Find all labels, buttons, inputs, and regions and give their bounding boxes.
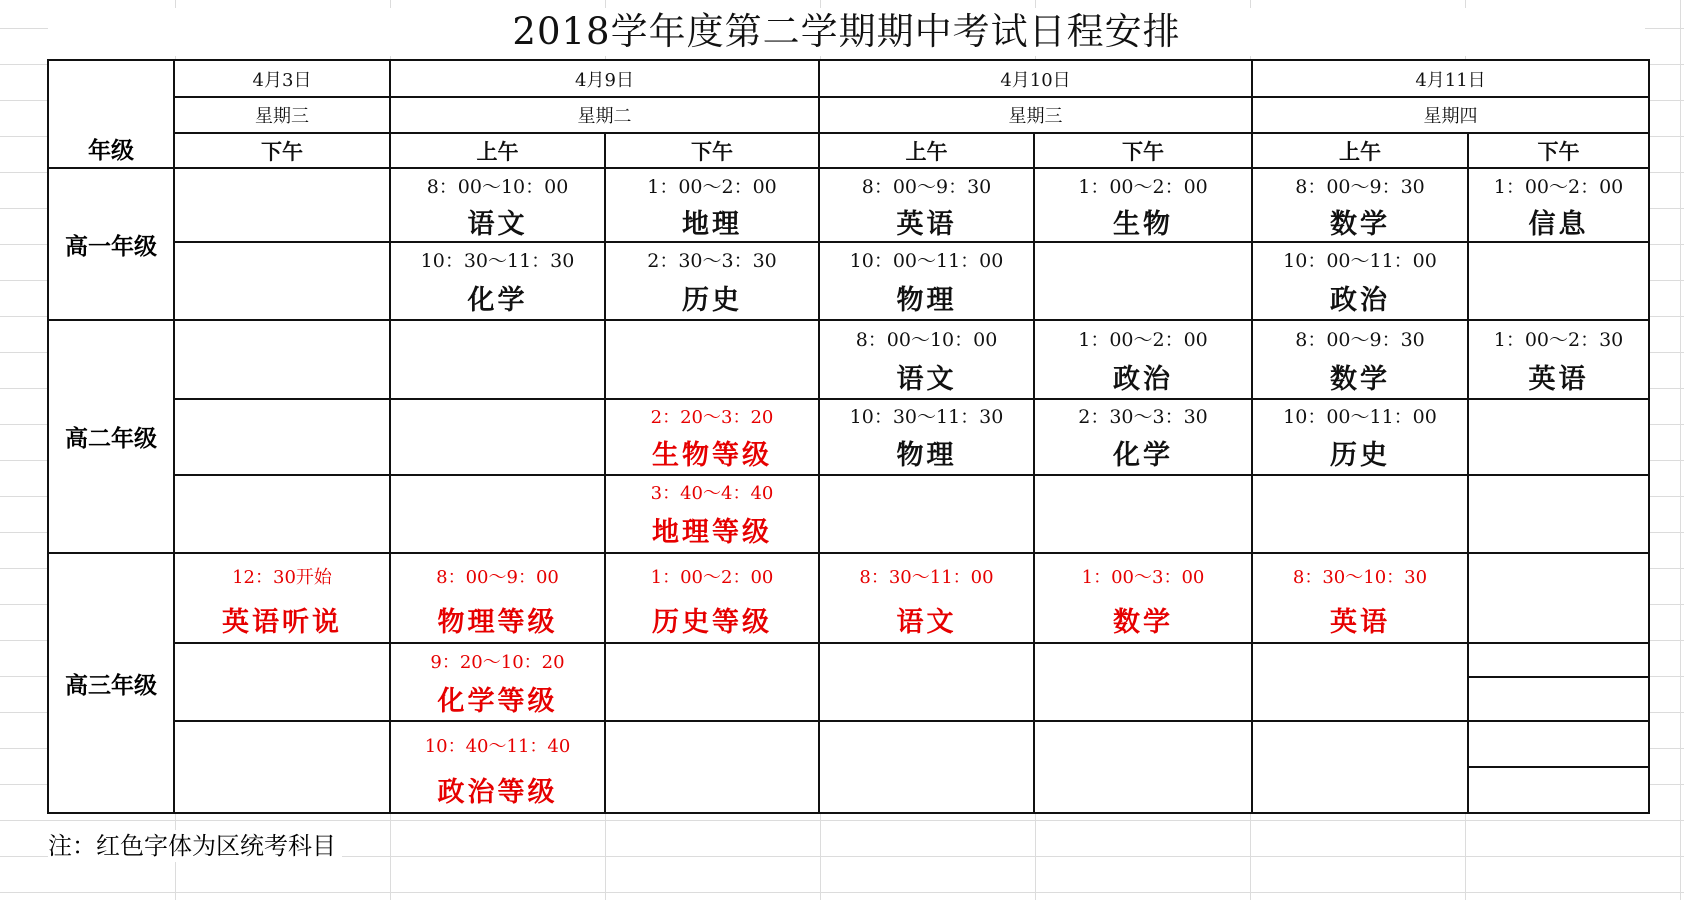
schedule-time: 1：00～2：30 bbox=[1468, 320, 1649, 355]
grade2-time-row bbox=[48, 399, 1649, 431]
date-header: 4月10日 bbox=[819, 60, 1252, 97]
schedule-time bbox=[1468, 643, 1649, 677]
schedule-time: 1：00～2：00 bbox=[1468, 168, 1649, 202]
schedule-subject: 政治等级 bbox=[390, 767, 605, 813]
schedule-subject: 物理等级 bbox=[390, 597, 605, 643]
date-header: 4月11日 bbox=[1252, 60, 1649, 97]
period-header: 下午 bbox=[174, 133, 390, 168]
grade2-subject-row bbox=[48, 507, 1649, 553]
schedule-time: 1：00～2：00 bbox=[605, 553, 819, 597]
grade1-time-row bbox=[48, 168, 1649, 202]
date-header: 4月3日 bbox=[174, 60, 390, 97]
schedule-subject: 英语听说 bbox=[174, 597, 390, 643]
schedule-subject bbox=[174, 767, 390, 813]
grade3-subject-row bbox=[48, 767, 1649, 813]
schedule-time bbox=[819, 475, 1034, 507]
grade-label: 高二年级 bbox=[48, 320, 174, 553]
schedule-time bbox=[1034, 242, 1252, 276]
schedule-subject: 生物 bbox=[1034, 202, 1252, 242]
schedule-time bbox=[605, 721, 819, 767]
schedule-subject bbox=[1252, 767, 1468, 813]
schedule-time: 10：30～11：30 bbox=[390, 242, 605, 276]
schedule-time bbox=[174, 643, 390, 677]
schedule-subject bbox=[174, 355, 390, 399]
period-header: 下午 bbox=[1468, 133, 1649, 168]
schedule-subject: 政治 bbox=[1034, 355, 1252, 399]
period-header: 上午 bbox=[1252, 133, 1468, 168]
weekday-header: 星期三 bbox=[819, 97, 1252, 133]
schedule-subject bbox=[1034, 767, 1252, 813]
schedule-time: 10：00～11：00 bbox=[819, 242, 1034, 276]
schedule-subject bbox=[605, 355, 819, 399]
header-date-row bbox=[48, 60, 1649, 97]
schedule-time bbox=[390, 475, 605, 507]
schedule-subject bbox=[1468, 677, 1649, 721]
schedule-time bbox=[819, 643, 1034, 677]
date-header: 4月9日 bbox=[390, 60, 819, 97]
schedule-time bbox=[1468, 242, 1649, 276]
schedule-time: 8：00～10：00 bbox=[819, 320, 1034, 355]
schedule-subject: 历史 bbox=[1252, 431, 1468, 475]
schedule-subject bbox=[605, 767, 819, 813]
schedule-subject bbox=[390, 431, 605, 475]
schedule-subject: 语文 bbox=[819, 355, 1034, 399]
grade3-time-row bbox=[48, 553, 1649, 597]
weekday-header: 星期二 bbox=[390, 97, 819, 133]
schedule-subject: 政治 bbox=[1252, 276, 1468, 320]
schedule-subject: 历史等级 bbox=[605, 597, 819, 643]
schedule-time: 1：00～2：00 bbox=[1034, 320, 1252, 355]
schedule-time: 10：00～11：00 bbox=[1252, 399, 1468, 431]
schedule-time bbox=[1468, 553, 1649, 597]
schedule-subject: 化学 bbox=[1034, 431, 1252, 475]
schedule-subject: 物理 bbox=[819, 431, 1034, 475]
schedule-subject: 化学等级 bbox=[390, 677, 605, 721]
schedule-time: 12：30开始 bbox=[174, 553, 390, 597]
grade-column-header: 年级 bbox=[48, 60, 174, 168]
schedule-time: 8：30～10：30 bbox=[1252, 553, 1468, 597]
schedule-subject: 信息 bbox=[1468, 202, 1649, 242]
schedule-subject bbox=[1468, 597, 1649, 643]
grade2-time-row bbox=[48, 320, 1649, 355]
schedule-subject bbox=[605, 677, 819, 721]
schedule-time bbox=[390, 320, 605, 355]
schedule-subject bbox=[174, 431, 390, 475]
schedule-subject bbox=[390, 355, 605, 399]
schedule-subject bbox=[1468, 431, 1649, 475]
weekday-header: 星期四 bbox=[1252, 97, 1649, 133]
schedule-time bbox=[605, 643, 819, 677]
schedule-time: 3：40～4：40 bbox=[605, 475, 819, 507]
period-header: 下午 bbox=[605, 133, 819, 168]
grade2-time-row bbox=[48, 475, 1649, 507]
schedule-time bbox=[1468, 721, 1649, 767]
schedule-subject bbox=[174, 677, 390, 721]
schedule-time bbox=[1252, 643, 1468, 677]
schedule-subject: 物理 bbox=[819, 276, 1034, 320]
schedule-subject: 历史 bbox=[605, 276, 819, 320]
schedule-subject bbox=[174, 507, 390, 553]
grade1-subject-row bbox=[48, 202, 1649, 242]
schedule-subject: 英语 bbox=[819, 202, 1034, 242]
schedule-subject bbox=[1034, 507, 1252, 553]
schedule-time bbox=[174, 168, 390, 202]
schedule-subject: 化学 bbox=[390, 276, 605, 320]
schedule-time: 10：00～11：00 bbox=[1252, 242, 1468, 276]
schedule-time bbox=[605, 320, 819, 355]
schedule-subject bbox=[819, 767, 1034, 813]
schedule-time bbox=[1468, 475, 1649, 507]
schedule-subject: 生物等级 bbox=[605, 431, 819, 475]
schedule-time bbox=[1468, 399, 1649, 431]
period-header: 上午 bbox=[390, 133, 605, 168]
page-title: 2018学年度第二学期期中考试日程安排 bbox=[48, 8, 1645, 56]
schedule-subject: 英语 bbox=[1468, 355, 1649, 399]
schedule-time bbox=[174, 320, 390, 355]
schedule-subject bbox=[174, 202, 390, 242]
schedule-time: 8：00～9：30 bbox=[1252, 320, 1468, 355]
schedule-time: 2：20～3：20 bbox=[605, 399, 819, 431]
schedule-time bbox=[174, 475, 390, 507]
schedule-subject: 地理 bbox=[605, 202, 819, 242]
schedule-time bbox=[390, 399, 605, 431]
schedule-time: 2：30～3：30 bbox=[1034, 399, 1252, 431]
schedule-time: 9：20～10：20 bbox=[390, 643, 605, 677]
schedule-subject: 语文 bbox=[819, 597, 1034, 643]
schedule-subject bbox=[1468, 507, 1649, 553]
period-header: 下午 bbox=[1034, 133, 1252, 168]
schedule-time: 8：00～9：30 bbox=[819, 168, 1034, 202]
schedule-time: 8：30～11：00 bbox=[819, 553, 1034, 597]
schedule-time: 1：00～2：00 bbox=[605, 168, 819, 202]
schedule-subject bbox=[1468, 276, 1649, 320]
schedule-subject bbox=[1252, 507, 1468, 553]
schedule-time bbox=[1034, 643, 1252, 677]
schedule-time bbox=[1034, 475, 1252, 507]
schedule-time bbox=[1252, 475, 1468, 507]
schedule-subject: 地理等级 bbox=[605, 507, 819, 553]
header-weekday-row bbox=[48, 97, 1649, 133]
grade-label: 高三年级 bbox=[48, 553, 174, 813]
schedule-time: 8：00～9：00 bbox=[390, 553, 605, 597]
schedule-subject bbox=[1252, 677, 1468, 721]
grade1-subject-row bbox=[48, 276, 1649, 320]
schedule-subject: 英语 bbox=[1252, 597, 1468, 643]
schedule-time bbox=[174, 242, 390, 276]
grade3-subject-row bbox=[48, 677, 1649, 721]
schedule-subject: 语文 bbox=[390, 202, 605, 242]
grade3-time-row bbox=[48, 643, 1649, 677]
schedule-subject: 数学 bbox=[1252, 202, 1468, 242]
period-header: 上午 bbox=[819, 133, 1034, 168]
grade2-subject-row bbox=[48, 355, 1649, 399]
schedule-subject bbox=[819, 677, 1034, 721]
schedule-subject: 数学 bbox=[1034, 597, 1252, 643]
grade3-subject-row bbox=[48, 597, 1649, 643]
header-period-row bbox=[48, 133, 1649, 168]
schedule-time: 1：00～2：00 bbox=[1034, 168, 1252, 202]
grade3-time-row bbox=[48, 721, 1649, 767]
schedule-subject bbox=[174, 276, 390, 320]
grade-label: 高一年级 bbox=[48, 168, 174, 320]
schedule-time: 8：00～9：30 bbox=[1252, 168, 1468, 202]
schedule-subject bbox=[819, 507, 1034, 553]
schedule-time bbox=[174, 721, 390, 767]
grade2-subject-row bbox=[48, 431, 1649, 475]
schedule-subject bbox=[1034, 677, 1252, 721]
schedule-subject bbox=[1468, 767, 1649, 813]
weekday-header: 星期三 bbox=[174, 97, 390, 133]
schedule-subject bbox=[1034, 276, 1252, 320]
footnote: 注：红色字体为区统考科目 bbox=[48, 830, 342, 862]
schedule-time: 1：00～3：00 bbox=[1034, 553, 1252, 597]
schedule-time bbox=[174, 399, 390, 431]
exam-schedule-table bbox=[47, 59, 1650, 814]
grade1-time-row bbox=[48, 242, 1649, 276]
schedule-time bbox=[819, 721, 1034, 767]
schedule-time bbox=[1252, 721, 1468, 767]
schedule-subject: 数学 bbox=[1252, 355, 1468, 399]
schedule-time: 2：30～3：30 bbox=[605, 242, 819, 276]
schedule-subject bbox=[390, 507, 605, 553]
schedule-time bbox=[1034, 721, 1252, 767]
schedule-time: 10：40～11：40 bbox=[390, 721, 605, 767]
schedule-time: 8：00～10：00 bbox=[390, 168, 605, 202]
schedule-time: 10：30～11：30 bbox=[819, 399, 1034, 431]
